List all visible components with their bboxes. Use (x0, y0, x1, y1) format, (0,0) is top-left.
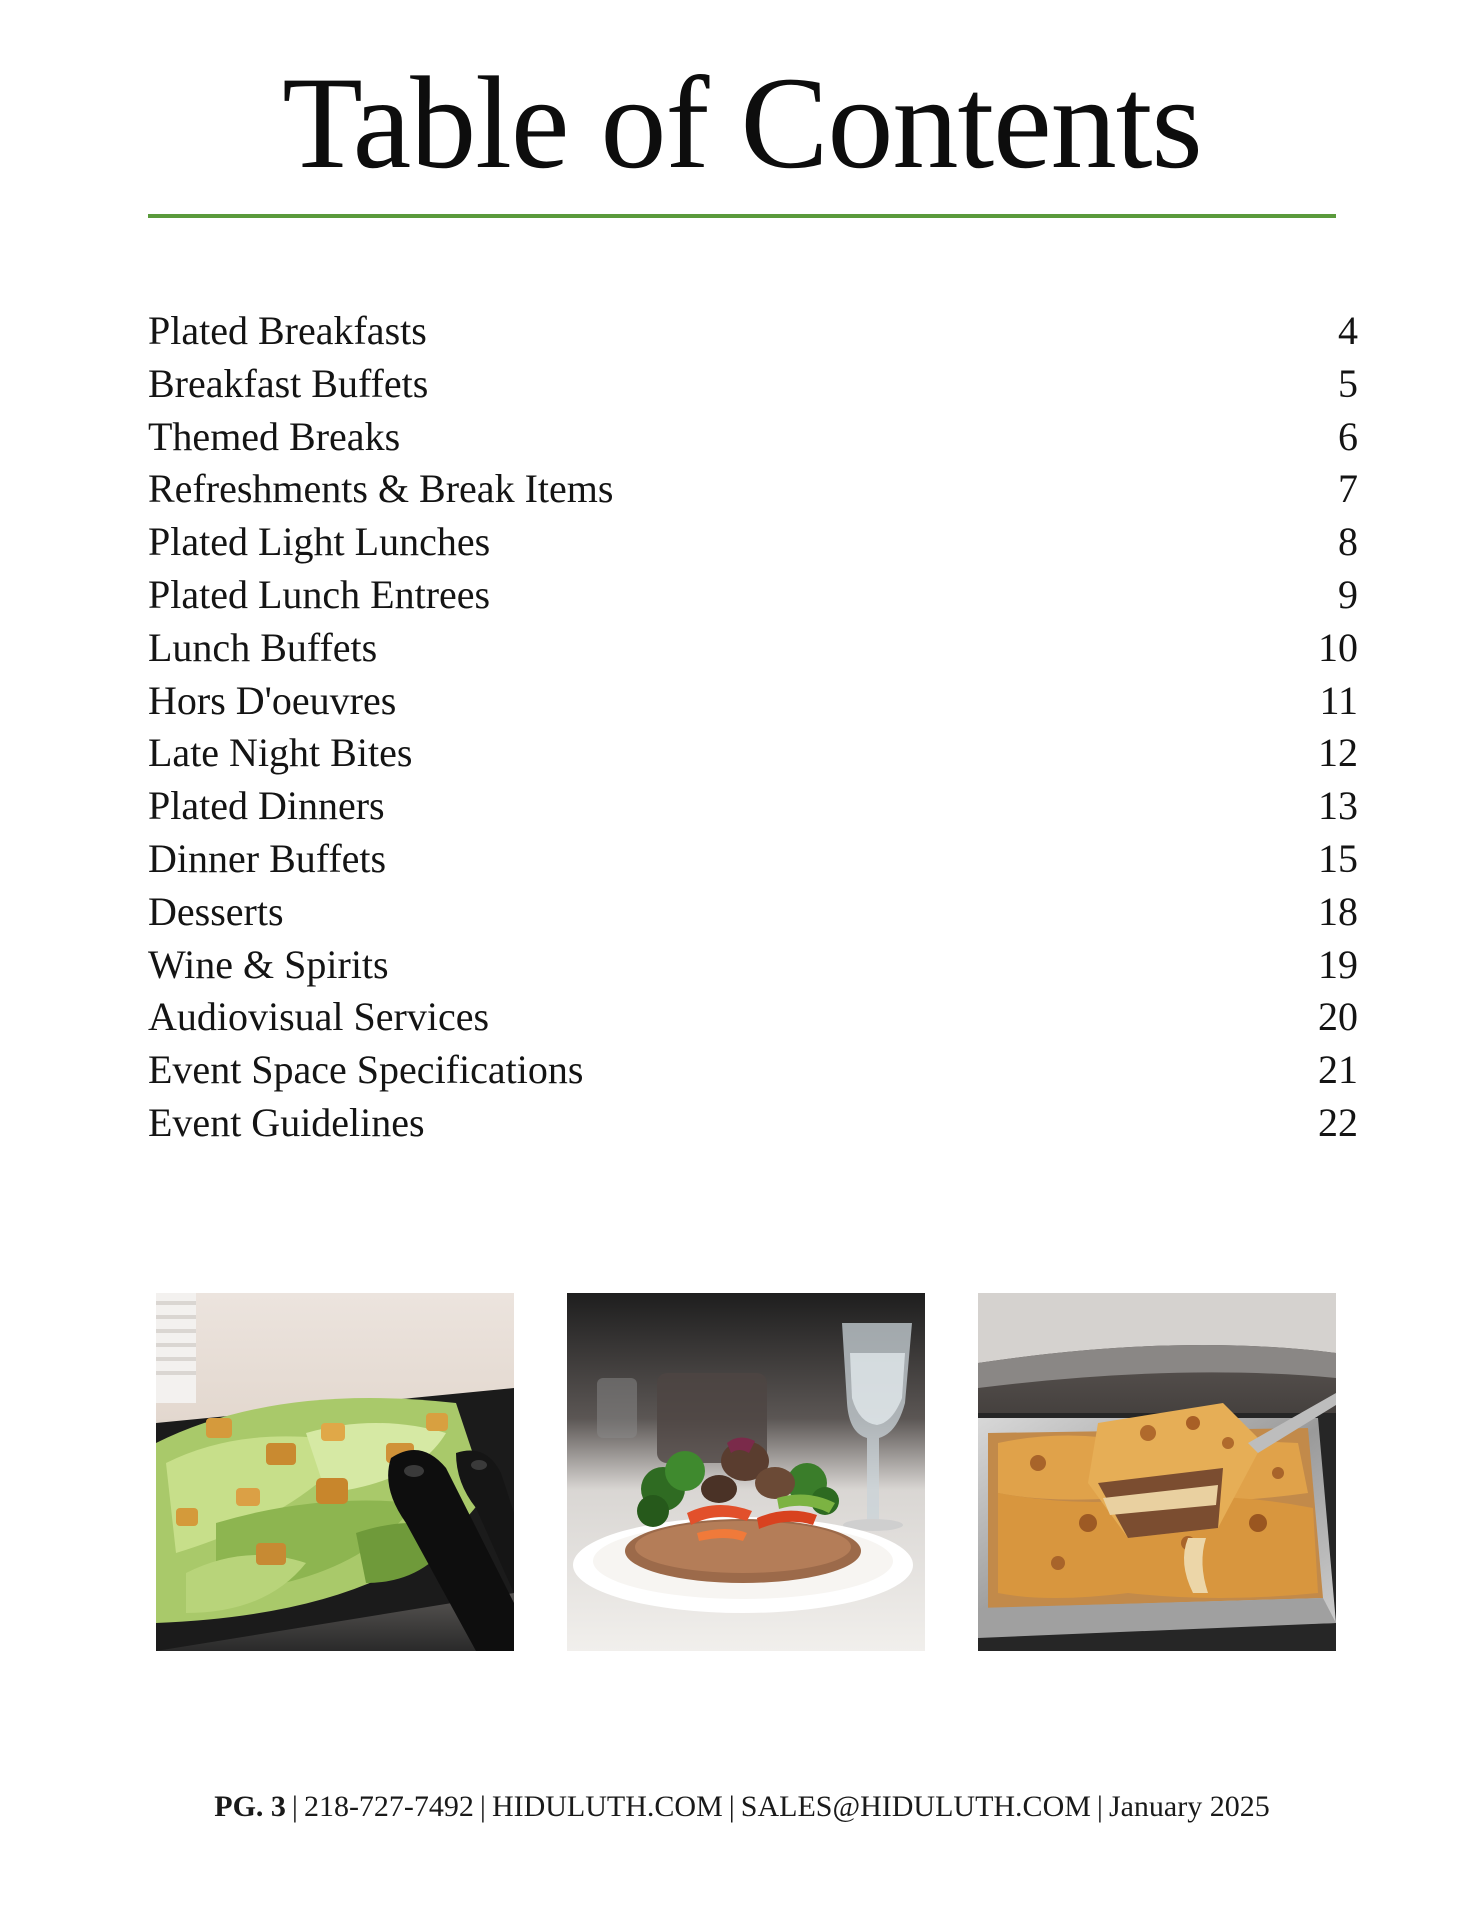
toc-entry-label: Desserts (148, 888, 284, 934)
toc-entry-page: 10 (1318, 624, 1358, 670)
toc-entry[interactable] (148, 411, 1358, 464)
toc-entry-page: 20 (1318, 994, 1358, 1040)
footer-separator: | (291, 1790, 298, 1823)
toc-entry[interactable] (148, 1044, 1358, 1097)
phone-number[interactable]: 218-727-7492 (303, 1790, 474, 1823)
toc-entry[interactable] (148, 1097, 1358, 1150)
toc-entry-label: Plated Light Lunches (148, 519, 491, 565)
toc-entry[interactable] (148, 569, 1358, 622)
email-link[interactable]: SALES@HIDULUTH.COM (740, 1790, 1091, 1823)
toc-entry-page: 6 (1338, 413, 1358, 459)
salad-photo (156, 1293, 514, 1651)
page-number: PG. 3 (214, 1790, 286, 1823)
toc-entry[interactable] (148, 622, 1358, 675)
toc-list (148, 305, 1358, 1150)
toc-entry[interactable] (148, 780, 1358, 833)
toc-entry-label: Dinner Buffets (148, 835, 387, 881)
toc-entry[interactable] (148, 991, 1358, 1044)
toc-entry-label: Lunch Buffets (148, 624, 378, 670)
toc-entry-page: 8 (1338, 519, 1358, 565)
toc-entry-page: 13 (1318, 783, 1358, 829)
toc-entry[interactable] (148, 305, 1358, 358)
toc-entry-page: 22 (1318, 1099, 1358, 1145)
toc-entry-label: Refreshments & Break Items (148, 466, 614, 512)
lasagna-photo (978, 1293, 1336, 1651)
toc-entry[interactable] (148, 675, 1358, 728)
plated-entree-photo (567, 1293, 925, 1651)
toc-entry-label: Plated Dinners (148, 783, 385, 829)
toc-entry-page: 19 (1318, 941, 1358, 987)
page-title: Table of Contents (282, 49, 1202, 196)
toc-entry[interactable] (148, 886, 1358, 939)
toc-entry[interactable] (148, 358, 1358, 411)
footer-separator: | (1096, 1790, 1103, 1823)
toc-entry[interactable] (148, 727, 1358, 780)
toc-entry-label: Event Guidelines (148, 1099, 425, 1145)
toc-entry[interactable] (148, 516, 1358, 569)
toc-entry[interactable] (148, 939, 1358, 992)
toc-entry-label: Plated Lunch Entrees (148, 571, 491, 617)
toc-entry-label: Hors D'oeuvres (148, 677, 397, 723)
toc-entry-label: Breakfast Buffets (148, 360, 429, 406)
toc-entry-page: 4 (1338, 308, 1358, 353)
title-divider (148, 214, 1336, 218)
page-footer (0, 1787, 1484, 1827)
toc-entry-label: Event Space Specifications (148, 1047, 584, 1093)
toc-entry-label: Themed Breaks (148, 413, 401, 459)
toc-entry-page: 21 (1318, 1047, 1358, 1093)
toc-entry-label: Late Night Bites (148, 730, 413, 776)
footer-separator: | (728, 1790, 735, 1823)
footer-date: January 2025 (1108, 1790, 1270, 1823)
toc-entry-page: 18 (1318, 888, 1358, 934)
toc-entry-page: 12 (1318, 730, 1358, 776)
toc-entry-label: Wine & Spirits (148, 941, 389, 987)
toc-entry-label: Audiovisual Services (148, 994, 490, 1040)
toc-entry-page: 15 (1318, 835, 1358, 881)
toc-entry-label: Plated Breakfasts (148, 308, 427, 353)
toc-entry[interactable] (148, 833, 1358, 886)
footer-separator: | (479, 1790, 486, 1823)
toc-entry[interactable] (148, 463, 1358, 516)
toc-entry-page: 11 (1319, 677, 1358, 723)
toc-entry-page: 5 (1338, 360, 1358, 406)
website-link[interactable]: HIDULUTH.COM (491, 1790, 723, 1823)
toc-entry-page: 7 (1338, 466, 1358, 512)
toc-entry-page: 9 (1338, 571, 1358, 617)
